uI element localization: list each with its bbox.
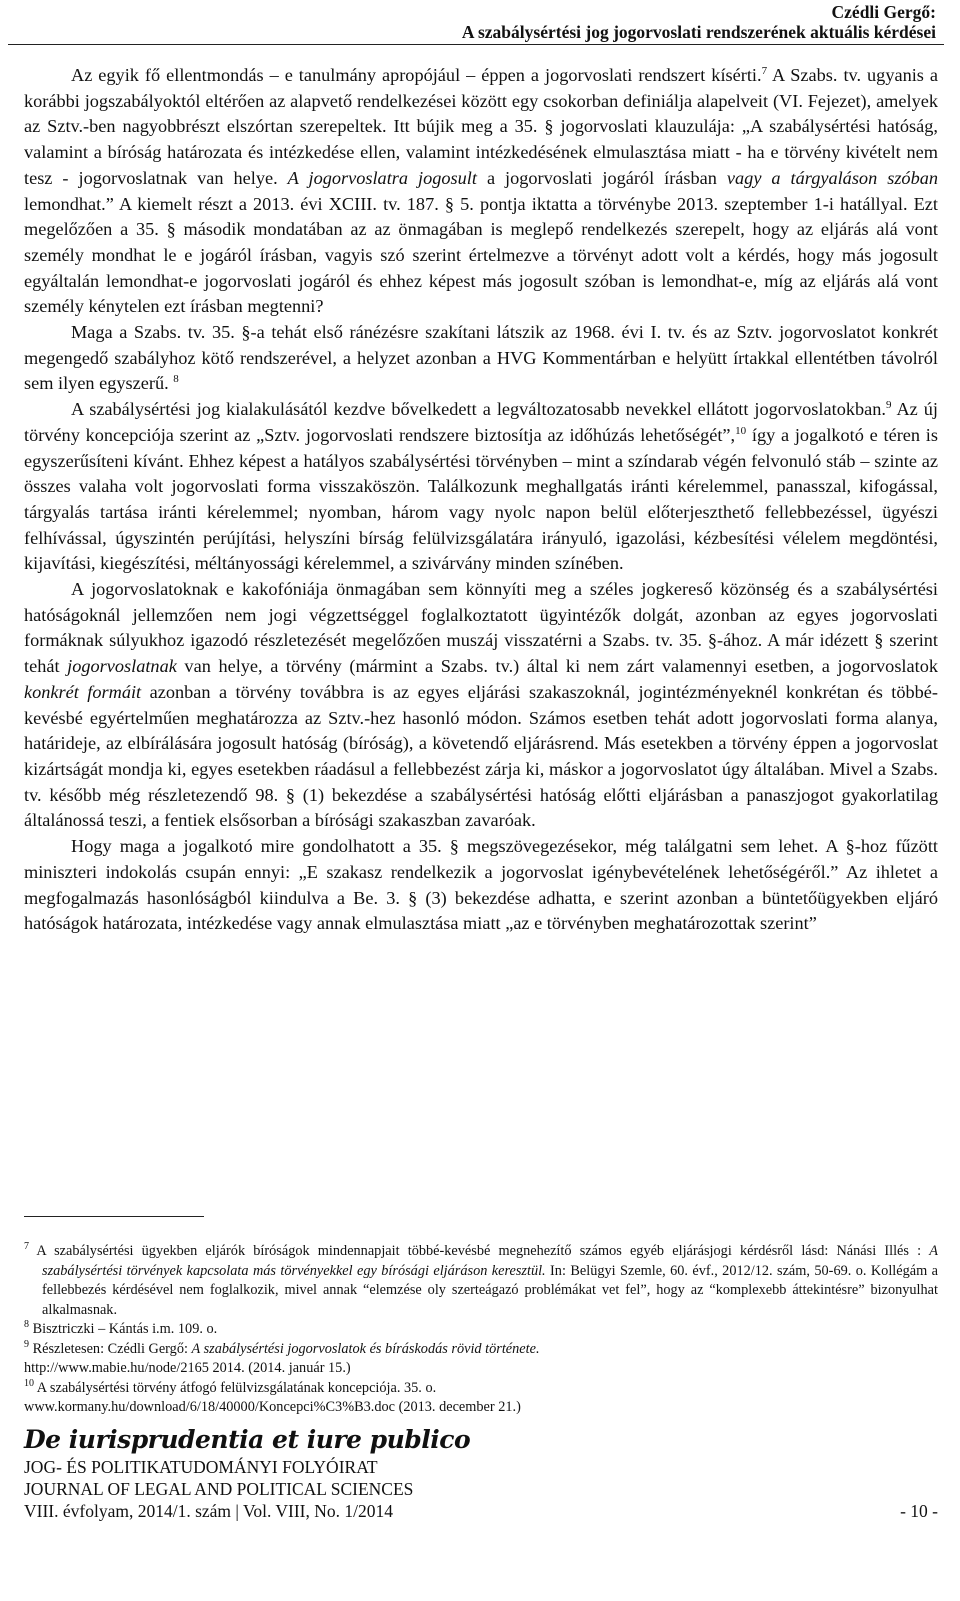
paragraph-3-text-b: Az új törvény koncepciója szerint az „Sztv. jogorvoslati rendszere biztosítja az időhúzás lehetőségét”, [24, 399, 938, 445]
paragraph-4 [24, 577, 938, 834]
paragraph-5-text: Hogy maga a jogalkotó mire gondolhatott a 35. § megszövegezésekor, még találgatni sem lehet. A §-hoz fűzött miniszteri indokolás csupán ennyi: „E szakasz rendelkezik a jogorvoslat igénybevételének lehetőségéről.” Az ihletet a megfogalmazás hasonlóságból kiindulva a Be. 3. § (3) bekezdése adhatta, e szerint azonban a büntetőügyekben eljáró hatóságok határozata, intézkedése vagy annak elmulasztása miatt „az e törvényben meghatározottak szerint” [24, 836, 938, 934]
journal-issue: VIII. évfolyam, 2014/1. szám | Vol. VIII, No. 1/2014 [24, 1501, 394, 1521]
footnote-10-number: 10 [24, 1377, 34, 1389]
journal-title-hu: JOG- ÉS POLITIKATUDOMÁNYI FOLYÓIRAT [24, 1457, 378, 1477]
footnote-ref-9[interactable]: 9 [885, 399, 892, 412]
paragraph-1 [24, 63, 938, 320]
footnote-9-text: Részletesen: Czédli Gergő: [32, 1340, 192, 1357]
footnote-10-text: A szabálysértési törvény átfogó felülvizsgálatának koncepciója. 35. o. [36, 1379, 437, 1396]
header-rule [8, 44, 944, 45]
paragraph-4-italic-2: konkrét formáit [24, 681, 142, 702]
running-header [462, 2, 936, 42]
header-title: A szabálysértési jog jogorvoslati rendszerének aktuális kérdései [461, 22, 936, 42]
footnote-7-text: A szabálysértési ügyekben eljárók bíróságok mindennapjait többé-kevésbé megnehezítő számos egyéb eljárásjogi kérdésről lásd: Nánási Illés : [36, 1243, 930, 1259]
footnote-7-text-b: In: Belügyi Szemle, 60. évf., 2012/12. szám, 50-69. o. Kollégám a fellebbezés kérdésével nem foglalkozik, mivel annak “elemzése oly szerteágazó problémákat vet fel”, hogy az “komplexebb áttekintésre” bizonyulhat alkalmasnak. [42, 1262, 938, 1318]
footnote-7 [24, 1242, 938, 1320]
page-number: - 10 - [900, 1501, 938, 1521]
footnote-8-text: Bisztriczki – Kántás i.m. 109. o. [32, 1321, 218, 1337]
header-author: Czédli Gergő: [831, 2, 936, 22]
paragraph-1-italic-2: vagy a tárgyaláson szóban [726, 167, 938, 188]
footnote-7-italic: A szabálysértési törvények kapcsolata más törvényekkel egy bírósági eljáráson keresztül. [42, 1243, 938, 1279]
footnote-9-number: 9 [24, 1338, 29, 1350]
footnote-9-italic: A szabálysértési jogorvoslatok és bíráskodás rövid története. [191, 1340, 540, 1357]
footnote-9 [24, 1340, 938, 1379]
footnote-separator [24, 1216, 204, 1217]
journal-footer [24, 1424, 938, 1522]
body-text [24, 63, 938, 937]
paragraph-3 [24, 397, 938, 577]
footnote-ref-10[interactable]: 10 [735, 424, 747, 437]
paragraph-1-text-b: A Szabs. tv. ugyanis a korábbi jogszabályoktól eltérően az alapvető rendelkezései között egy csokorban definiálja alapelveit (VI. Fejezet), amelyek az Sztv.-ben nagyobbrészt elszórtan szerepeltek. Itt bújik meg a 35. § jogorvoslati klauzulája: „A szabálysértési hatóság, valamint a bíróság határozata és intézkedése ellen, valamint intézkedésének elmulasztása miatt - ha e törvény kivételt nem tesz - jogorvoslatnak van helye. [24, 65, 939, 188]
paragraph-2-text: Maga a Szabs. tv. 35. §-a tehát első ránézésre szakítani látszik az 1968. évi I. tv. és az Sztv. jogorvoslatot konkrét megengedő szabályhoz kötő rendszerével, a helyzet azonban a HVG Kommentárban e helyütt írtakkal ellentétben távolról sem ilyen egyszerű. [24, 322, 938, 394]
paragraph-2 [24, 320, 938, 397]
paragraph-1-text-c: a jogorvoslati jogáról írásban [476, 167, 727, 188]
paragraph-1-text: Az egyik fő ellentmondás – e tanulmány apropójául – éppen a jogorvoslati rendszert kísérti. [71, 65, 762, 85]
paragraph-4-italic-1: jogorvoslatnak [67, 656, 177, 677]
footnote-8-number: 8 [24, 1319, 29, 1331]
paragraph-4-text-c: azonban a törvény továbbra is az egyes eljárási szakaszoknál, jogintézményeknél konkrétan és többé-kevésbé egyértelműen meghatározza az Sztv.-hez hasonló módon. Számos esetben tehát adott jogorvoslati forma alanya, határideje, az elbírálására jogosult hatóság (bíróság), a követendő eljárásrend. Más esetekben a törvény éppen a jogorvoslat kizártságát mondja ki, egyes esetekben ráadásul a fellebbezést zárja ki, máskor a jogorvoslatot úgy általában. Mivel a Szabs. tv. később még részletezendő 98. § (1) bekezdése a szabálysértési hatóság előtti eljárásban a panaszjogot gyakorlatilag általánossá teszi, a fentiek elsősorban a bírósági szakaszban zavaróak. [24, 681, 938, 831]
paragraph-1-text-d: lemondhat.” A kiemelt részt a 2013. évi XCIII. tv. 187. § 5. pontja iktatta a törvénybe 2013. szeptember 1-i hatállyal. Ezt megelőzően a 35. § második mondatában az az önmagában is meglepő rendelkezés szerepelt, hogy az eljárás alá vont személy mondhat le e jogáról írásban, vagyis szó szerint értelmezve a törvényt adott volt a kérdés, hogy más jogosult egyáltalán lemondhat-e jogorvoslati jogáról és ehhez képest más jogosult szóban is lemondhat-e, míg az eljárás alá vont személy kénytelen ezt írásban megtenni? [24, 193, 938, 317]
footnote-ref-8[interactable]: 8 [173, 373, 179, 386]
paragraph-4-text-b: van helye, a törvény (mármint a Szabs. tv.) által ki nem zárt valamennyi esetben, a jogorvoslatok [176, 656, 938, 677]
journal-title-en: JOURNAL OF LEGAL AND POLITICAL SCIENCES [24, 1479, 414, 1499]
paragraph-1-italic: A jogorvoslatra jogosult [287, 167, 477, 188]
footnotes [24, 1242, 938, 1418]
footnote-8 [24, 1320, 938, 1340]
footnote-ref-7[interactable]: 7 [761, 64, 768, 77]
journal-logo: De iurisprudentia et iure publico [24, 1425, 471, 1454]
paragraph-3-text-c: így a jogalkotó e téren is egyszerűsíteni kívánt. Ehhez képest a hatályos szabálysértési törvényben – mint a színdarab végén felvonuló stáb – szinte az összes valaha volt jogorvoslati forma visszaköszön. Találkozunk meghallgatás iránti kérelemmel, panasszal, kifogással, tárgyalás tartása iránti kérelemmel; nyomban, három vagy nyolc napon belül előterjeszthető fellebbezéssel, ügyészi felhívással, úgyszintén perújítási, helyszíni bírság felülvizsgálatára irányuló, igazolási, kézbesítési vélelem megdöntési, kijavítási, kiegészítési, méltányossági kérelemmel, a szivárvány minden színében. [24, 424, 938, 574]
footnote-10 [24, 1379, 938, 1418]
journal-issue-row [24, 1500, 938, 1522]
footnote-7-number: 7 [24, 1241, 29, 1253]
paragraph-4-text: A jogorvoslatoknak e kakofóniája önmagában sem könnyíti meg a széles jogkereső közönség és a szabálysértési hatóságoknál jellemzően nem jogi végzettséggel foglalkoztatott ügyintézők dolgát, azonban az egyes jogorvoslati formáknak súlyukhoz igazodó részletezését megelőzően muszáj visszatérni a Szabs. tv. 35. §-ához. A már idézett § szerint tehát [24, 579, 938, 677]
footnote-9-link[interactable]: http://www.mabie.hu/node/2165 2014. (2014. január 15.) [24, 1360, 351, 1376]
paragraph-5 [24, 834, 938, 937]
paragraph-3-text: A szabálysértési jog kialakulásától kezdve bővelkedett a legváltozatosabb nevekkel ellátott jogorvoslatokban. [71, 399, 886, 420]
footnote-10-link[interactable]: www.kormany.hu/download/6/18/40000/Koncepci%C3%B3.doc (2013. december 21.) [24, 1399, 521, 1415]
